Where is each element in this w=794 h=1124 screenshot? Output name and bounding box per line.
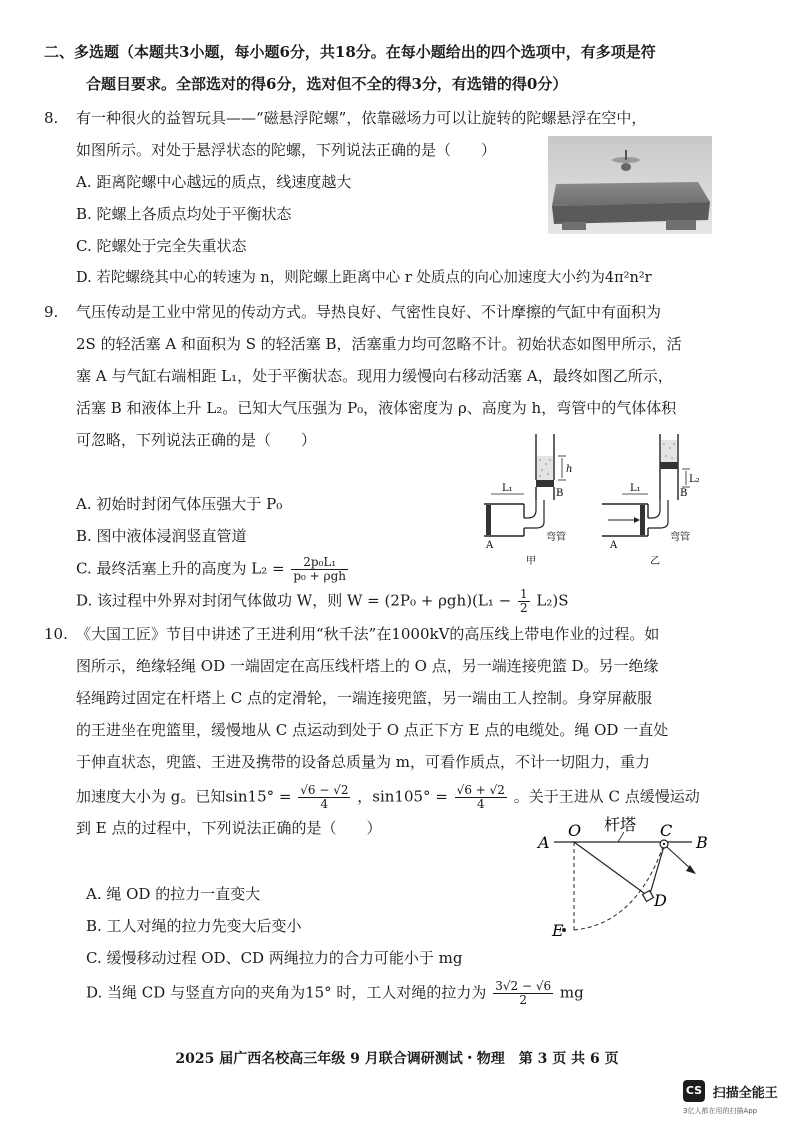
q10-stem-line5: 于伸直状态，兜篮、王进及携带的设备总质量为 m，可看作质点，不计一切阻力，重力 [76,753,650,771]
q9-option-d-fraction [518,588,530,615]
levitating-top-photo [548,136,712,234]
label-a: A [538,833,550,852]
q10-stem-sin15-label: 加速度大小为 g。已知sin15° = [76,787,292,806]
q8-option-a: A. 距离陀螺中心越远的质点，线速度越大 [76,173,352,191]
label-l1: L₁ [502,483,513,494]
q9-stem-line5: 可忽略，下列说法正确的是（ ） [76,431,317,449]
q10-option-d-text: D. 当绳 CD 与竖直方向的夹角为15° 时，工人对绳的拉力为 [86,983,487,1002]
label-c: C [660,821,673,840]
q10-number: 10. [44,625,68,643]
label-l2: L₂ [689,474,700,485]
q9-number: 9. [44,303,59,321]
label-o: O [568,821,582,840]
q9-stem-line4: 活塞 B 和液体上升 L₂。已知大气压强为 P₀，液体密度为 ρ、高度为 h，弯管中的气体体积 [76,399,677,417]
label-a: A [610,540,618,551]
label-a: A [486,540,494,551]
q9-option-c-fraction [291,556,348,583]
scanner-logo [683,1080,778,1102]
q10-stem-line6-end: 。关于王进从 C 点缓慢运动 [513,787,700,806]
label-bend: 弯管 [546,532,566,543]
q10-stem-line7: 到 E 点的过程中，下列说法正确的是（ ） [76,819,382,837]
q9-stem-line1: 气压传动是工业中常见的传动方式。导热良好、气密性良好、不计摩擦的气缸中有面积为 [76,303,662,321]
q9-option-c [76,556,350,583]
fraction-denominator: 4 [476,797,485,811]
q9-option-d-suffix: L₂)S [536,591,569,610]
q10-stem-line2: 图所示，绝缘轻绳 OD 一端固定在高压线杆塔上的 O 点，另一端连接兜篮 D。另一绝缘 [76,657,659,675]
q10-option-b: B. 工人对绳的拉力先变大后变小 [86,917,302,935]
q9-option-c-text: C. 最终活塞上升的高度为 L₂ = [76,559,285,578]
label-b: B [680,488,688,499]
label-jia: 甲 [526,556,536,567]
q8-number: 8. [44,109,59,127]
label-tower: 杆塔 [604,815,637,834]
label-bend: 弯管 [670,532,690,543]
diagram-jia [484,434,572,567]
page-footer: 2025 届广西名校高三年级 9 月联合调研测试・物理 第 3 页 共 6 页 [175,1051,619,1067]
fraction-numerator: 1 [520,587,528,601]
q9-option-d-text: D. 该过程中外界对封闭气体做功 W，则 W = (2P₀ + ρgh)(L₁ − [76,591,512,610]
fraction-numerator: 2p₀L₁ [291,556,348,570]
q9-stem-line3: 塞 A 与气缸右端相距 L₁，处于平衡状态。现用力缓慢向右移动活塞 A，最终如图乙所示， [76,367,673,385]
sin15-fraction [298,784,350,811]
fraction-numerator: √6 + √2 [456,783,505,797]
q10-option-d-fraction [493,980,553,1007]
scanner-tagline: 3亿人都在用的扫描App [683,1107,758,1115]
q10-tower-diagram [532,808,722,948]
section-heading-cont: 合题目要求。全部选对的得6分，选对但不全的得3分，有选错的得0分） [86,75,568,93]
q8-stem-line2: 如图所示。对处于悬浮状态的陀螺，下列说法正确的是（ ） [76,141,497,159]
q8-option-d: D. 若陀螺绕其中心的转速为 n，则陀螺上距离中心 r 处质点的向心加速度大小约为4π²n²r [76,270,652,286]
q10-option-a: A. 绳 OD 的拉力一直变大 [86,885,261,903]
q10-stem-line4: 的王进坐在兜篮里，缓慢地从 C 点运动到处于 O 点正下方 E 点的电缆处。绳 OD 一直处 [76,721,669,739]
fraction-denominator: 2 [520,601,528,615]
diagram-yi [602,434,700,567]
q8-stem-line1: 有一种很火的益智玩具——“磁悬浮陀螺”，依靠磁场力可以让旋转的陀螺悬浮在空中， [76,109,647,127]
label-b: B [556,488,564,499]
q10-stem-line6 [76,784,700,811]
q10-stem-line1: 《大国工匠》节目中讲述了王进利用“秋千法”在1000kV的高压线上带电作业的过程。如 [76,625,660,643]
q10-option-d [86,980,584,1007]
label-e: E [552,921,564,940]
label-h: h [566,464,573,475]
q10-stem-sin105-label: ，sin105° = [357,787,448,806]
q10-stem-line3: 轻绳跨过固定在杆塔上 C 点的定滑轮，一端连接兜篮，另一端由工人控制。身穿屏蔽服 [76,689,653,707]
fraction-denominator: p₀ + ρgh [293,569,346,583]
fraction-numerator: 3√2 − √6 [495,979,552,993]
q9-cylinder-diagrams [474,430,724,570]
label-l1: L₁ [630,483,641,494]
q9-option-d [76,588,569,615]
label-d: D [654,891,667,910]
label-yi: 乙 [650,556,660,567]
fraction-numerator: √6 − √2 [300,783,349,797]
fraction-denominator: 2 [519,993,527,1007]
q9-stem-line2: 2S 的轻活塞 A 和面积为 S 的轻活塞 B，活塞重力均可忽略不计。初始状态如图甲所示，活 [76,335,682,353]
section-heading: 二、多选题（本题共3小题，每小题6分，共18分。在每小题给出的四个选项中，有多项是符 [44,43,656,61]
q10-option-d-suffix: mg [559,983,584,1002]
q9-option-a: A. 初始时封闭气体压强大于 P₀ [76,495,283,513]
levitating-top-image [548,136,712,234]
q10-option-c: C. 缓慢移动过程 OD、CD 两绳拉力的合力可能小于 mg [86,949,463,967]
label-b: B [696,833,708,852]
q8-option-c: C. 陀螺处于完全失重状态 [76,237,247,255]
fraction-denominator: 4 [320,797,329,811]
q9-option-b: B. 图中液体浸润竖直管道 [76,527,247,545]
q8-option-b: B. 陀螺上各质点均处于平衡状态 [76,205,292,223]
sin105-fraction [455,784,507,811]
cs-badge-icon: CS [683,1080,705,1102]
scanner-name: 扫描全能王 [712,1085,778,1101]
